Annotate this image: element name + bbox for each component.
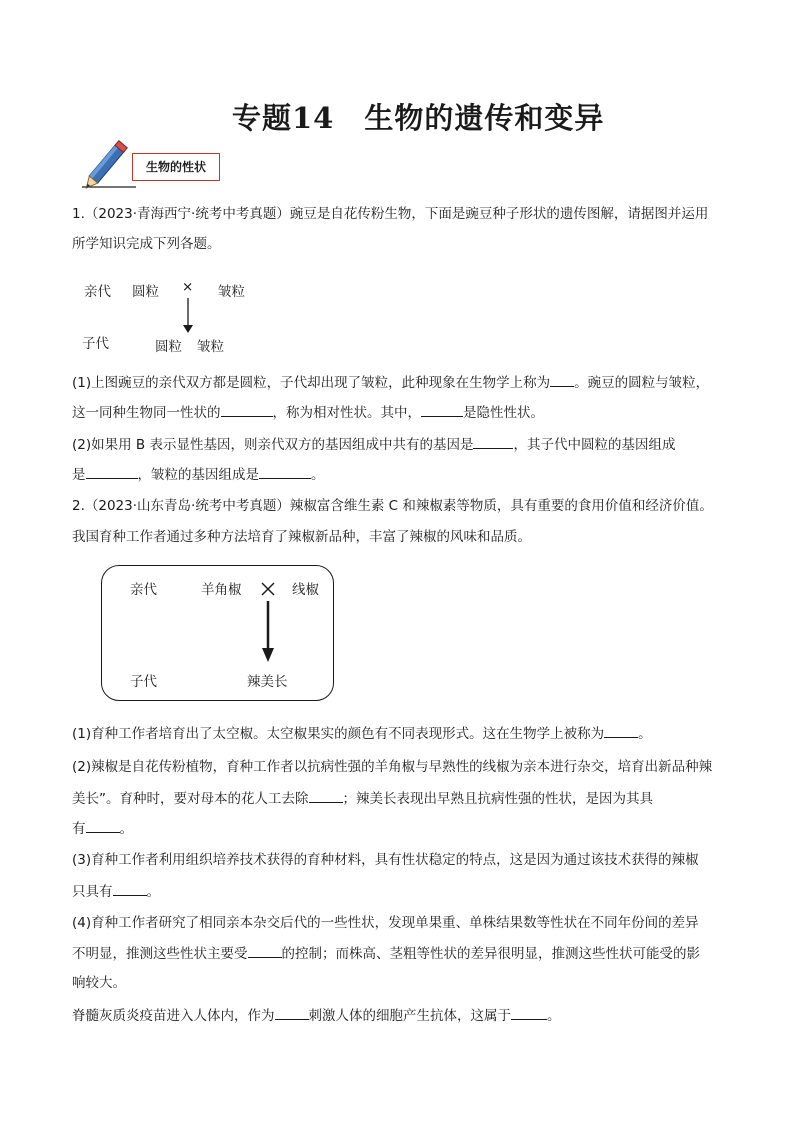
- q1-part1-line2: 这一同种生物同一性状的 ，称为相对性状。其中， 是隐性性状。: [72, 402, 544, 423]
- q1-stem-line1: 1.（2023·青海西宁·统考中考真题）豌豆是自花传粉生物，下面是豌豆种子形状的遗传图解，请据图并运用: [72, 206, 709, 222]
- q2-part4-line1: (4)育种工作者研究了相同亲本杂交后代的一些性状，发现单果重、单株结果数等性状在不同年份间的差异: [72, 915, 699, 931]
- section-title: 生物的性状: [132, 153, 220, 181]
- q2-part2-line1: (2)辣椒是自花传粉植物，育种工作者以抗病性强的羊角椒与早熟性的线椒为亲本进行杂交，培育出新品种辣: [72, 759, 713, 775]
- q1-parent-label: 亲代: [84, 284, 111, 300]
- q1-child-b: 皱粒: [197, 339, 224, 355]
- answer-blank[interactable]: [550, 372, 574, 387]
- answer-blank[interactable]: [275, 1005, 309, 1020]
- answer-blank[interactable]: [511, 1005, 547, 1020]
- q1-cross-symbol: ×: [182, 279, 194, 295]
- answer-blank[interactable]: [221, 402, 273, 417]
- q2-stem-line2: 我国育种工作者通过多种方法培育了辣椒新品种，丰富了辣椒的风味和品质。: [72, 529, 531, 545]
- q1-parent-a: 圆粒: [132, 284, 159, 300]
- q2-cross-icon: [259, 580, 277, 598]
- q1-stem-line2: 所学知识完成下列各题。: [72, 236, 221, 252]
- answer-blank[interactable]: [421, 402, 463, 417]
- q1-parent-b: 皱粒: [218, 284, 245, 300]
- answer-blank[interactable]: [248, 943, 282, 958]
- q1-child-a: 圆粒: [155, 339, 182, 355]
- q2-part3-line1: (3)育种工作者利用组织培养技术获得的育种材料，具有性状稳定的特点，这是因为通过该技术获得的辣椒: [72, 852, 699, 868]
- q2-parent-label: 亲代: [130, 582, 157, 598]
- answer-blank[interactable]: [86, 464, 138, 479]
- q2-part2-line3: 有 。: [72, 818, 133, 839]
- answer-blank[interactable]: [86, 818, 120, 833]
- extra-question: 脊髓灰质炎疫苗进入人体内，作为 刺激人体的细胞产生抗体，这属于 。: [72, 1005, 561, 1026]
- q2-child-label: 子代: [130, 674, 157, 690]
- q2-child: 辣美长: [247, 674, 288, 690]
- q2-parent-b: 线椒: [292, 582, 319, 598]
- answer-blank[interactable]: [473, 434, 513, 449]
- q2-part3-line2: 只具有 。: [72, 881, 160, 902]
- q2-parent-a: 羊角椒: [201, 582, 242, 598]
- q1-child-label: 子代: [82, 336, 109, 352]
- q1-part1-line1: (1)上图豌豆的亲代双方都是圆粒，子代却出现了皱粒，此种现象在生物学上称为 。豌豆的圆粒与皱粒，: [72, 372, 709, 393]
- answer-blank[interactable]: [604, 723, 638, 738]
- answer-blank[interactable]: [309, 788, 343, 803]
- q1-part2-line1: (2)如果用 B 表示显性基因，则亲代双方的基因组成中共有的基因是 ，其子代中圆粒的基因组成: [72, 434, 675, 455]
- q2-part4-line2: 不明显，推测这些性状主要受 的控制；而株高、茎粗等性状的差异很明显，推测这些性状可能受的影: [72, 943, 700, 964]
- q2-part4-line3: 响较大。: [72, 975, 126, 991]
- q1-part2-line2: 是 ，皱粒的基因组成是 。: [72, 464, 325, 485]
- answer-blank[interactable]: [259, 464, 311, 479]
- answer-blank[interactable]: [113, 881, 147, 896]
- pencil-icon: [78, 133, 138, 191]
- q2-arrow: [259, 600, 277, 664]
- q2-part2-line2: 美长”。育种时，要对母本的花人工去除 ；辣美长表现出早熟且抗病性强的性状，是因为其具: [72, 788, 653, 809]
- q1-arrow: [180, 297, 196, 335]
- page-title: 专题14 生物的遗传和变异: [232, 101, 605, 135]
- q2-stem-line1: 2.（2023·山东青岛·统考中考真题）辣椒富含维生素 C 和辣椒素等物质，具有重要的食用价值和经济价值。: [72, 498, 713, 514]
- q2-part1: (1)育种工作者培育出了太空椒。太空椒果实的颜色有不同表现形式。这在生物学上被称为 。: [72, 723, 652, 744]
